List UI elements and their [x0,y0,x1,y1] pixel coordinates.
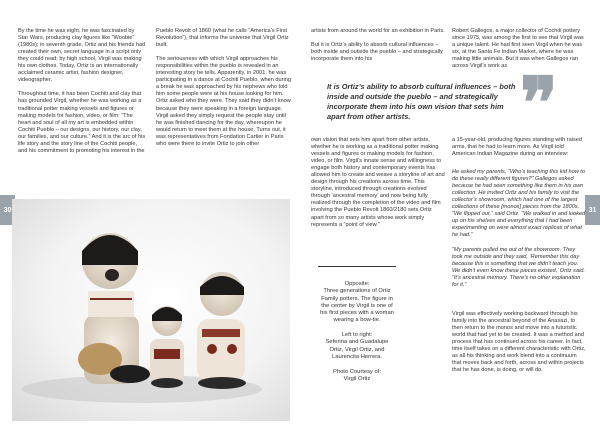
pottery-figures-illustration [12,199,290,421]
photo-caption: Opposite: Three generations of Ortiz Family potters. The figure in the center by Virgil is one of his first pieces with a woman wearing a bow-tie. Left to right: Seferina and Guadalupe Ortiz, Virgil Ortiz, and Laurencita Herrera. Photo Courtesy of: Virgil Ortiz [320,281,394,382]
body-column-2: Pueblo Revolt of 1860 (what he calls “America’s First Revolution”), that informs the universe that Virgil Ortiz built. The seriousness with which Virgil approaches his responsibilities within the pueblo is revealed in an interesting story he tells. Apparently, in 2001, he was participating in a dance at Cochiti Pueblo, when during a break he was approached by his nephews who told him some people were at his house looking for him. Ortiz asked who they were. They said they didn’t know because they were speaking in a foreign language. Virgil asked they simply request the people stay until he was finished dancing for the day, whereupon he would return to meet them at the house. Turns out, it was representatives from Fondation Cartier in Paris who were there to invite Ortiz to join other [156,28,291,147]
center-figure [150,306,184,388]
pull-quote: It is Ortiz’s ability to absorb cultural influences – both inside and outside the pueblo – and strategically incorporate them into his own vision that sets him apart from other artists. [327,82,516,121]
body-column-4-bottom-intro: a 15-year-old, producing figures standing with raised arms, that he had to learn more. As Virgil told American Indian Magazine during an interview: [452,137,582,158]
right-figure [197,272,246,389]
body-column-3-bottom: own vision that sets him apart from other artists, whether he is working as a traditional potter making vessels and figures or making models for fashion, video, or film. Virgil’s innate sense and willingness to engage both history and contemporary events has allowed him to create and weave a storyline of art and design through his creations across time. This storyline, introduced through creations evolved through ‘ancestral memory’ and now being fully realized through the completion of the video and film involving the Pueblo Revolt 1860/2180 sets Ortiz apart from so many artists whose work simply represents a “point of view.” [311,137,445,228]
body-column-4-bottom-outro: Virgil was effectively working backward through his family into the ancestral beyond of the Anasazi, to then return to the monos and move into a futuristic world that had yet to be created. It was a method and process that has continued across his career. In fact, time itself takes on a different characteristic with Ortiz, as all his thinking and work blend into a continuum that moves back and forth, across and within projects that he has done, is doing, or will do. [452,311,586,374]
body-column-1: By the time he was eight, he was fascinated by Star Wars, producing clay figures like “Woobie” (1980s); in seventh grade, Ortiz and his friends had created their own, secret language in a script only they could read; by high school, Virgil was making his own clothes. Today, Ortiz is an internationally acclaimed ceramic artist, fashion designer, videographer. Throughout time, it has been Cochiti and clay that has grounded Virgil, whether he was working as a traditional potter making vessels and figures or making models for fashion, video, or film: “The heart and soul of all my art is embedded within Cochiti Pueblo – our designs, our history, our clay, our families, and our culture.” And it is the arc of his life story and the story line of the Cochiti people, and his commitment to promoting his interest in the [18,28,146,154]
pottery-figures-photo [12,199,290,421]
body-column-4-top: Robert Gallegos, a major collector of Cochiti pottery since 1975, was among the first to see that Virgil was a unique talent. He had first seen Virgil when he was six, at the Santa Fe Indian Market, where he was making little animals. But it was when Gallegos ran across Virgil’s work as [452,28,584,70]
page-number-left: 30 [0,195,15,225]
quote-mark-icon: ❞ [520,61,558,144]
body-column-3-top: artists from around the world for an exhibition in Paris. But it is Ortiz’s ability to absorb cultural influences – both inside and outside the pueblo – and strategically incorporate them into his [311,28,445,63]
left-figure [78,233,150,384]
body-column-4-quote: He asked my parents, “Who’s teaching this kid how to do these really different figures?” Gallegos asked because he had seen something like them in his own collection. He invited Ortiz and his family to visit the collector’s showroom, which had one of the largest collections of these [monos] pieces from the 1800s. “We flipped out,” said Ortiz. “We walked in and looked up on his shelves and everything that I had been experimenting on were almost exact replicas of what he had.” “My parents pulled me out of the showroom. They took me outside and they said, ‘Remember this day because this is something that we didn’t teach you. We didn’t even know these pieces existed,’ Ortiz said. “It’s ancestral memory. There’s no other explanation for it.” [452,169,586,288]
page-number-right: 31 [585,195,600,225]
caption-rule [318,266,396,267]
